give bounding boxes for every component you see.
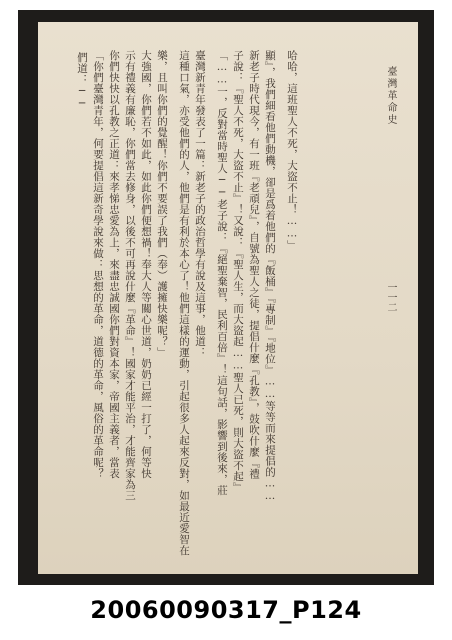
body-line: 臺灣新青年發表了一篇：新老子的政治哲學有說及這事，他道： [194, 50, 206, 358]
image-id-caption: 20060090317_P124 [90, 596, 362, 624]
running-header: 臺灣革命史 [385, 66, 396, 126]
body-line: 「你們臺灣青年，何要提倡這新奇學說來做：思想的革命，道德的革命，風俗的革命呢？ [92, 50, 104, 479]
book-page [38, 22, 418, 574]
body-line: 新老子時代現今，有一班『老頑兒』，自號為聖人之徒，提倡什麼『孔教』，鼓吹什麼『禮 [248, 50, 260, 480]
page-number: 一一二 [385, 282, 396, 312]
body-line: 哈哈，這班聖人不死，大盜不止！……」 [286, 50, 298, 251]
body-line: 樂，且叫你們的覺醒！你們不要誤了我們（奉）護擁快樂呢？」 [156, 50, 168, 358]
body-line: 大強國，你們若不如此，如此你們便想禍！奉大人等關心世道，奶奶已經一打了，何等快 [140, 50, 152, 479]
body-line: 子說：『聖人不死，大盜不止』！又說：『聖人生，而大盜起……聖人已死，則大盜不起』 [232, 50, 244, 493]
body-line: 「……一，反對當時聖人──老子說：『絕聖棄智，民利百倍』！這句話，影響到後來，莊 [216, 50, 228, 496]
body-line: 你們快快以孔教之正道：來孝悌忠愛為上，來盡忠誠國你們對資本家，帝國主義者，當表 [108, 50, 120, 479]
body-line: 這種口氣，亦受他們的人，他們是有利於本心了！他們這樣的運動，引起很多人起來反對，如最近愛智在 [178, 50, 190, 556]
body-line: 顯』，我們細看他們動機，卻是爲着他們的『飯桶』『專制』『地位』……等等而來提倡的…… [264, 50, 276, 503]
body-line: 示有禮義有廉恥，你們當去修身，以後不可再說什麼『革命』！國家才能平治，才能齊家為三 [124, 50, 136, 501]
body-line: 們道：── [76, 52, 88, 110]
